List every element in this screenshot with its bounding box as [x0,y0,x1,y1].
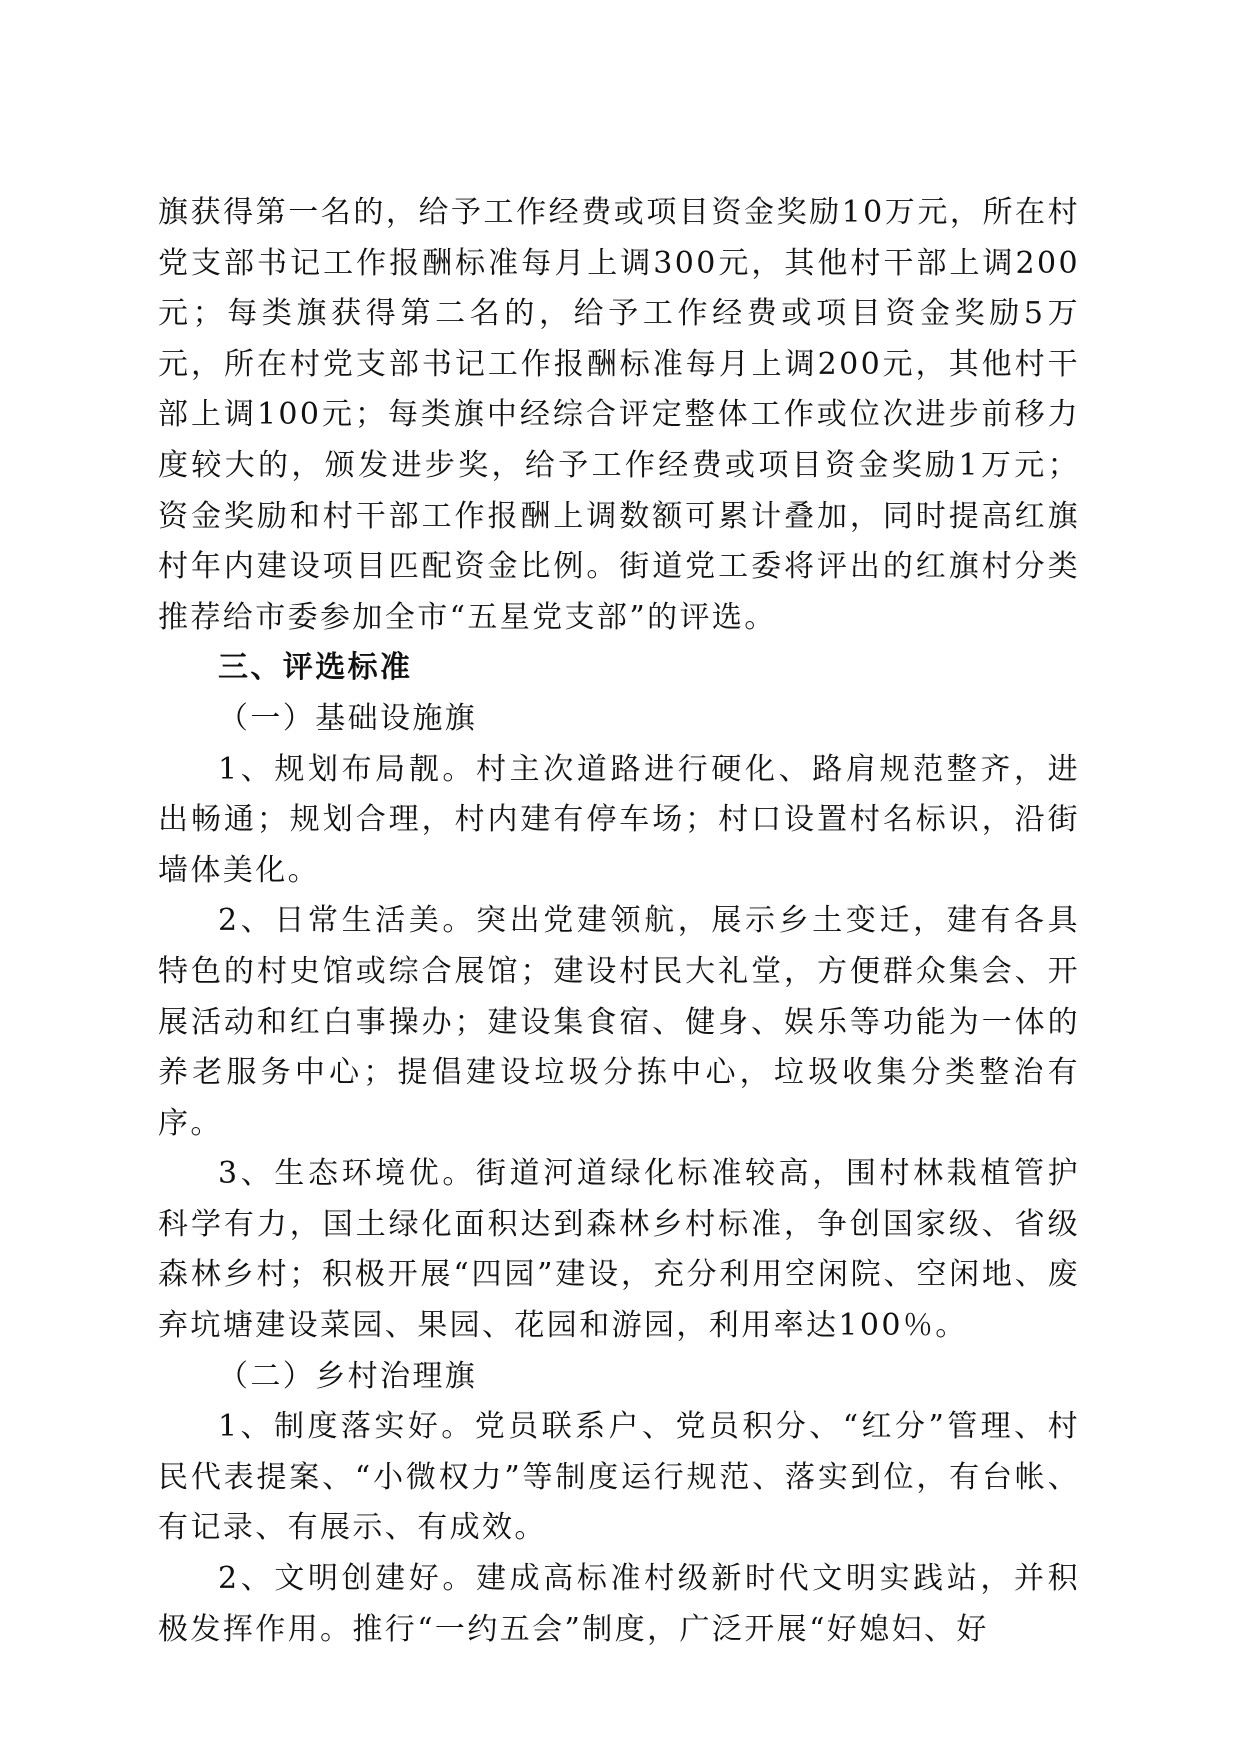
subsection-two-item-2: 2、文明创建好。建成高标准村级新时代文明实践站，并积极发挥作用。推行“一约五会”制度，广泛开展“好媳妇、好 [158,1561,1080,1647]
subsection-one-item-2: 2、日常生活美。突出党建领航，展示乡土变迁，建有各具特色的村史馆或综合展馆；建设村民大礼堂，方便群众集会、开展活动和红白事操办；建设集食宿、健身、娱乐等功能为一体的养老服务中心；提倡建设垃圾分拣中心，垃圾收集分类整治有序。 [158,903,1080,1141]
document-page [158,188,1080,1655]
subsection-one-item-1: 1、规划布局靓。村主次道路进行硬化、路肩规范整齐，进出畅通；规划合理，村内建有停车场；村口设置村名标识，沿街墙体美化。 [158,751,1080,888]
section-three-heading: 三、评选标准 [218,650,413,686]
intro-paragraph: 旗获得第一名的，给予工作经费或项目资金奖励10万元，所在村党支部书记工作报酬标准每月上调300元，其他村干部上调200元；每类旗获得第二名的，给予工作经费或项目资金奖励5万元，所在村党支部书记工作报酬标准每月上调200元，其他村干部上调100元；每类旗中经综合评定整体工作或位次进步前移力度较大的，颁发进步奖，给予工作经费或项目资金奖励1万元；资金奖励和村干部工作报酬上调数额可累计叠加，同时提高红旗村年内建设项目匹配资金比例。街道党工委将评出的红旗村分类推荐给市委参加全市“五星党支部”的评选。 [158,195,1080,635]
subsection-one-heading: （一）基础设施旗 [218,700,478,736]
subsection-two-item-1: 1、制度落实好。党员联系户、党员积分、“红分”管理、村民代表提案、“小微权力”等制度运行规范、落实到位，有台帐、有记录、有展示、有成效。 [158,1409,1080,1546]
subsection-one-item-3: 3、生态环境优。街道河道绿化标准较高，围村林栽植管护科学有力，国土绿化面积达到森林乡村标准，争创国家级、省级森林乡村；积极开展“四园”建设，充分利用空闲院、空闲地、废弃坑塘建设菜园、果园、花园和游园，利用率达100％。 [158,1156,1080,1344]
subsection-two-heading: （二）乡村治理旗 [218,1358,478,1394]
